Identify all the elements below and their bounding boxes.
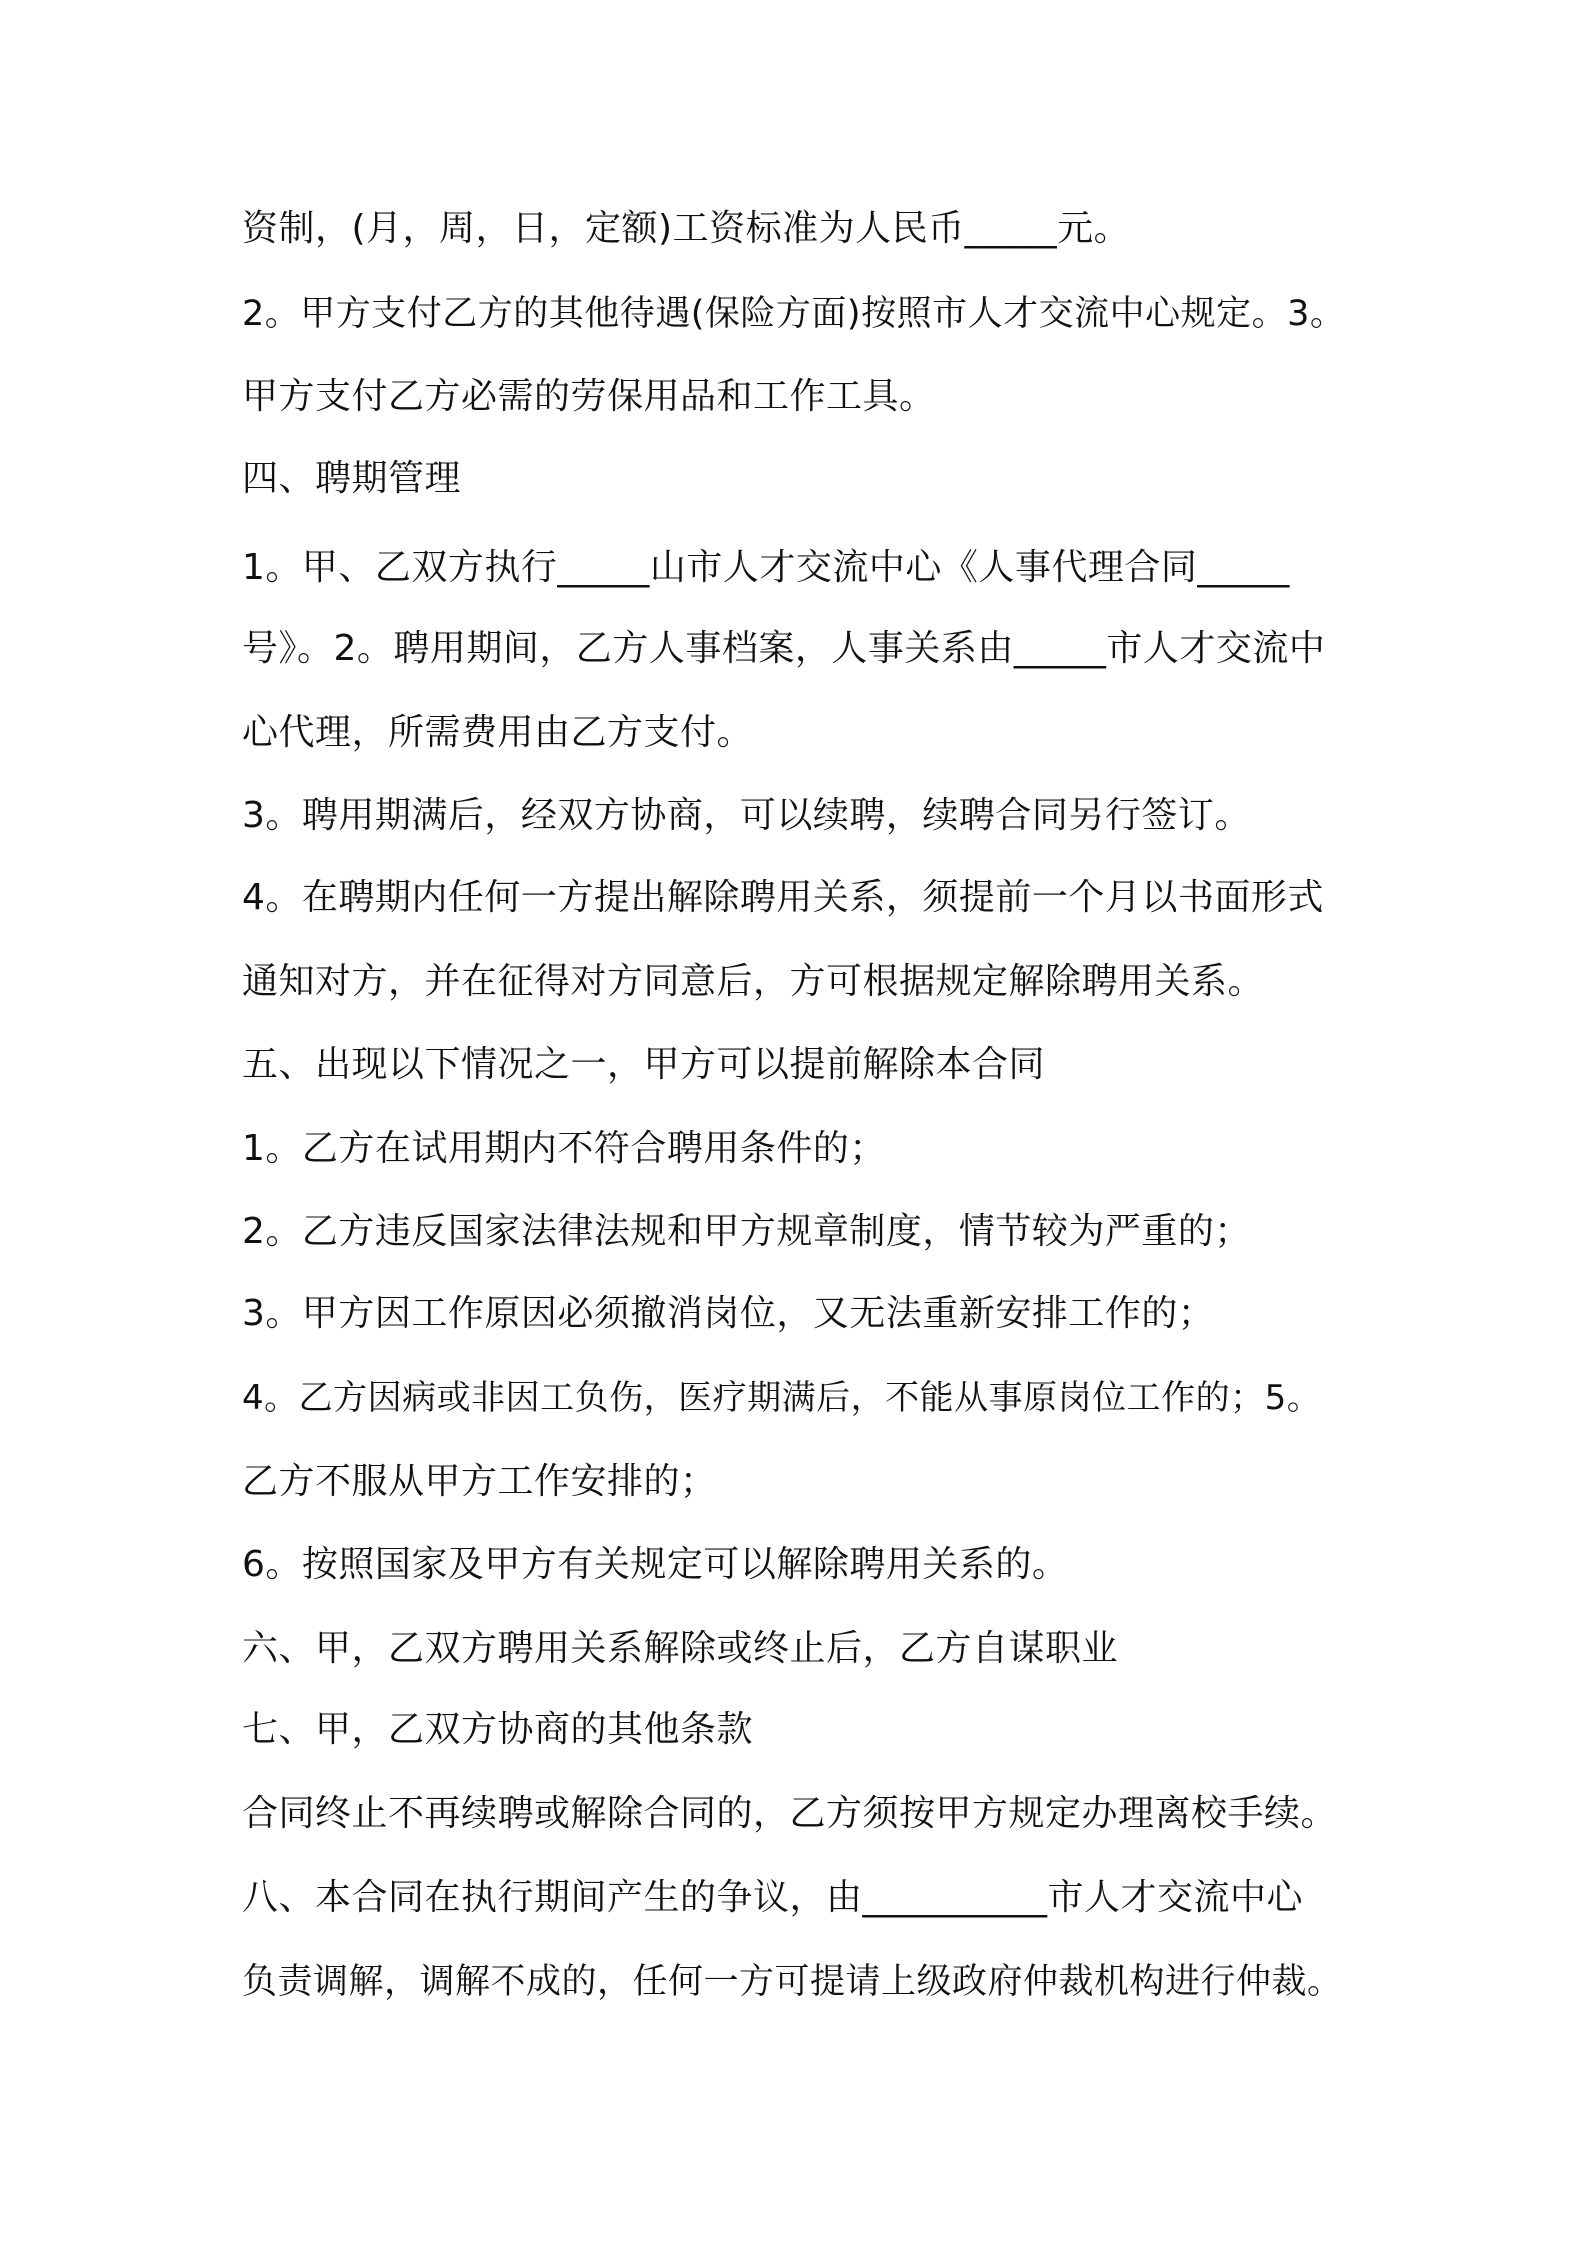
text-line-salary-standard: 资制，(月，周，日，定额)工资标准为人民币_____元。 bbox=[242, 208, 1131, 249]
text-line-agency-contract: 1。甲、乙双方执行_____山市人才交流中心《人事代理合同_____ bbox=[242, 547, 1290, 588]
text-line-other-benefits: 2。甲方支付乙方的其他待遇(保险方面)按照市人才交流中心规定。3。 bbox=[242, 294, 1346, 334]
text-line-labor-supplies: 甲方支付乙方必需的劳保用品和工作工具。 bbox=[242, 376, 936, 417]
section-heading-early-termination: 五、出现以下情况之一，甲方可以提前解除本合同 bbox=[242, 1044, 1046, 1085]
list-item-illness: 4。乙方因病或非因工负伤，医疗期满后，不能从事原岗位工作的；5。 bbox=[242, 1378, 1322, 1418]
text-line-leaving-procedures: 合同终止不再续聘或解除合同的，乙方须按甲方规定办理离校手续。 bbox=[242, 1793, 1338, 1834]
list-item-position-cancelled: 3。甲方因工作原因必须撤消岗位，又无法重新安排工作的； bbox=[242, 1293, 1215, 1334]
text-line-mutual-consent: 通知对方，并在征得对方同意后，方可根据规定解除聘用关系。 bbox=[242, 961, 1265, 1002]
text-line-renewal: 3。聘用期满后，经双方协商，可以续聘，续聘合同另行签订。 bbox=[242, 795, 1251, 836]
section-heading-term-management: 四、聘期管理 bbox=[242, 458, 462, 499]
list-item-refuses-assignment: 乙方不服从甲方工作安排的； bbox=[242, 1461, 717, 1502]
text-line-fee-payment: 心代理，所需费用由乙方支付。 bbox=[242, 712, 754, 753]
text-line-termination-notice: 4。在聘期内任何一方提出解除聘用关系，须提前一个月以书面形式 bbox=[242, 877, 1324, 918]
list-item-probation: 1。乙方在试用期内不符合聘用条件的； bbox=[242, 1128, 886, 1169]
section-heading-self-employment: 六、甲，乙双方聘用关系解除或终止后，乙方自谋职业 bbox=[242, 1628, 1119, 1669]
text-line-arbitration: 负责调解，调解不成的，任何一方可提请上级政府仲裁机构进行仲裁。 bbox=[242, 1962, 1343, 2002]
text-line-personnel-file: 号》。2。聘用期间，乙方人事档案，人事关系由_____市人才交流中 bbox=[242, 628, 1326, 669]
list-item-violation: 2。乙方违反国家法律法规和甲方规章制度，情节较为严重的； bbox=[242, 1211, 1251, 1252]
section-heading-disputes: 八、本合同在执行期间产生的争议，由__________市人才交流中心 bbox=[242, 1877, 1304, 1918]
section-heading-other-terms: 七、甲，乙双方协商的其他条款 bbox=[242, 1709, 754, 1750]
list-item-regulations: 6。按照国家及甲方有关规定可以解除聘用关系的。 bbox=[242, 1544, 1069, 1585]
